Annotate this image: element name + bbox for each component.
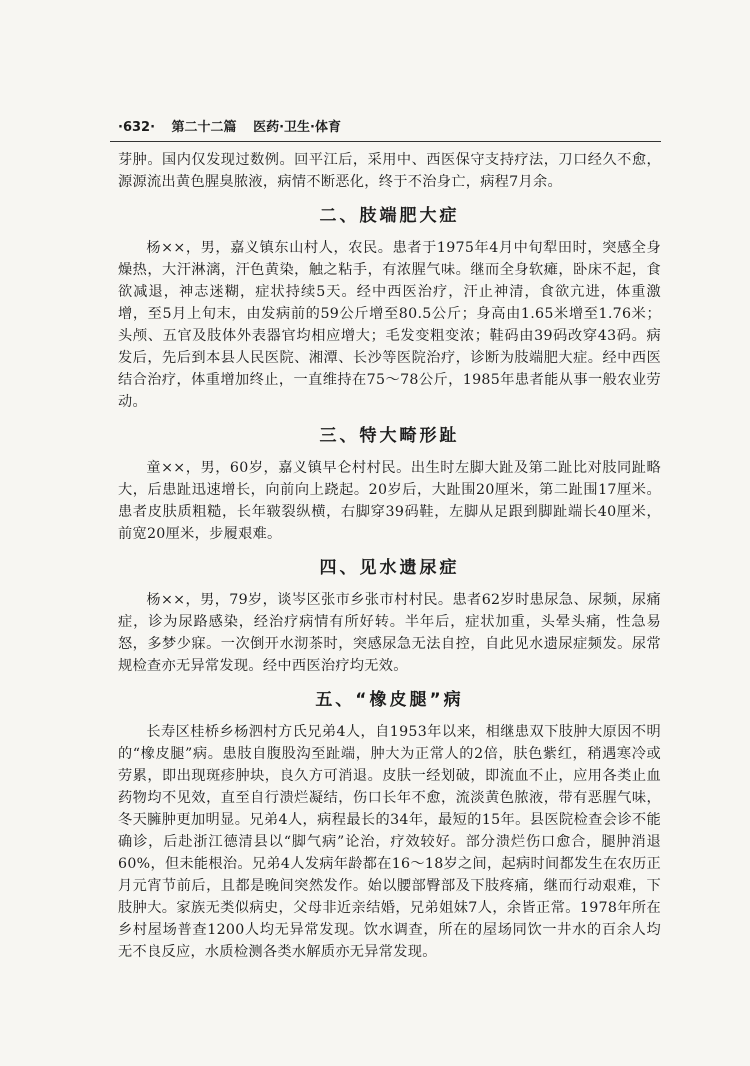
section-body-giant-toe: 童××，男，60岁，嘉义镇早仑村村民。出生时左脚大趾及第二趾比对肢同趾略大，后患趾迅速增长，向前向上跷起。20岁后，大趾围20厘米，第二趾围17厘米。患者皮肤质粗糙，长年皲裂纵横，右脚穿39码鞋，左脚从足跟到脚趾端长40厘米，前宽20厘米，步履艰难。 bbox=[118, 460, 661, 542]
section-body-rubber-leg: 长寿区桂桥乡杨泗村方氏兄弟4人，自1953年以来，相继患双下肢肿大原因不明的“橡皮腿”病。患肢自腹股沟至趾端，肿大为正常人的2倍，肤色紫红，稍遇寒冷或劳累，即出现斑疹肿块，良久方可消退。皮肤一经划破，即流血不止，应用各类止血药物均不见效，直至自行溃烂凝结，伤口长年不愈，流淡黄色脓液，带有恶腥气味，冬天臃肿更加明显。兄弟4人，病程最长的34年，最短的15年。县医院检查会诊不能确诊，后赴浙江德清县以“脚气病”论治，疗效较好。部分溃烂伤口愈合，腿肿消退60%，但未能根治。兄弟4人发病年龄都在16～18岁之间，起病时间都发生在农历正月元宵节前后，且都是晚间突然发作。始以腰部臀部及下肢疼痛，继而行动艰难，下肢肿大。家族无类似病史，父母非近亲结婚，兄弟姐妹7人，余皆正常。1978年所在乡村屋场普查1200人均无异常发现。饮水调查，所在的屋场同饮一井水的百余人均无不良反应，水质检测各类水解质亦无异常发现。 bbox=[118, 724, 661, 960]
section-title-rubber-leg: 五、“橡皮腿”病 bbox=[315, 690, 464, 710]
chapter-label: 第二十二篇 bbox=[171, 120, 237, 135]
page-number: ·632· bbox=[118, 120, 156, 135]
section-body-enuresis: 杨××，男，79岁，谈岑区张市乡张市村村民。患者62岁时患尿急、尿频，尿痛症，诊为尿路感染，经治疗病情有所好转。半年后，症状加重，头晕头痛，性急易怒，多梦少寐。一次倒开水沏茶时，突感尿急无法自控，自此见水遗尿症频发。尿常规检查亦无异常发现。经中西医治疗均无效。 bbox=[118, 592, 661, 674]
page-content bbox=[118, 149, 661, 963]
section-title-enuresis: 四、见水遗尿症 bbox=[319, 558, 460, 578]
section-title-acromegaly: 二、肢端肥大症 bbox=[319, 206, 460, 226]
section-body-acromegaly: 杨××，男，嘉义镇东山村人，农民。患者于1975年4月中旬犁田时，突感全身燥热，大汗淋漓，汗色黄染，触之粘手，有浓腥气味。继而全身软瘫，卧床不起，食欲减退，神志迷糊，症状持续5天。经中西医治疗，汗止神清，食欲亢进，体重激增，至5月上旬末，由发病前的59公斤增至80.5公斤；身高由1.65米增至1.76米；头颅、五官及肢体外表器官均相应增大；毛发变粗变浓；鞋码由39码改穿43码。病发后，先后到本县人民医院、湘潭、长沙等医院治疗，诊断为肢端肥大症。经中西医结合治疗，体重增加终止，一直维持在75～78公斤，1985年患者能从事一般农业劳动。 bbox=[118, 240, 661, 410]
section-title-giant-toe: 三、特大畸形趾 bbox=[319, 426, 460, 446]
header-rule bbox=[110, 141, 661, 142]
page-header bbox=[118, 118, 661, 138]
section-label: 医药·卫生·体育 bbox=[253, 120, 341, 135]
intro-paragraph: 芽肿。国内仅发现过数例。回平江后，采用中、西医保守支持疗法，刀口经久不愈，源源流出黄色腥臭脓液，病情不断恶化，终于不治身亡，病程7月余。 bbox=[118, 152, 661, 190]
